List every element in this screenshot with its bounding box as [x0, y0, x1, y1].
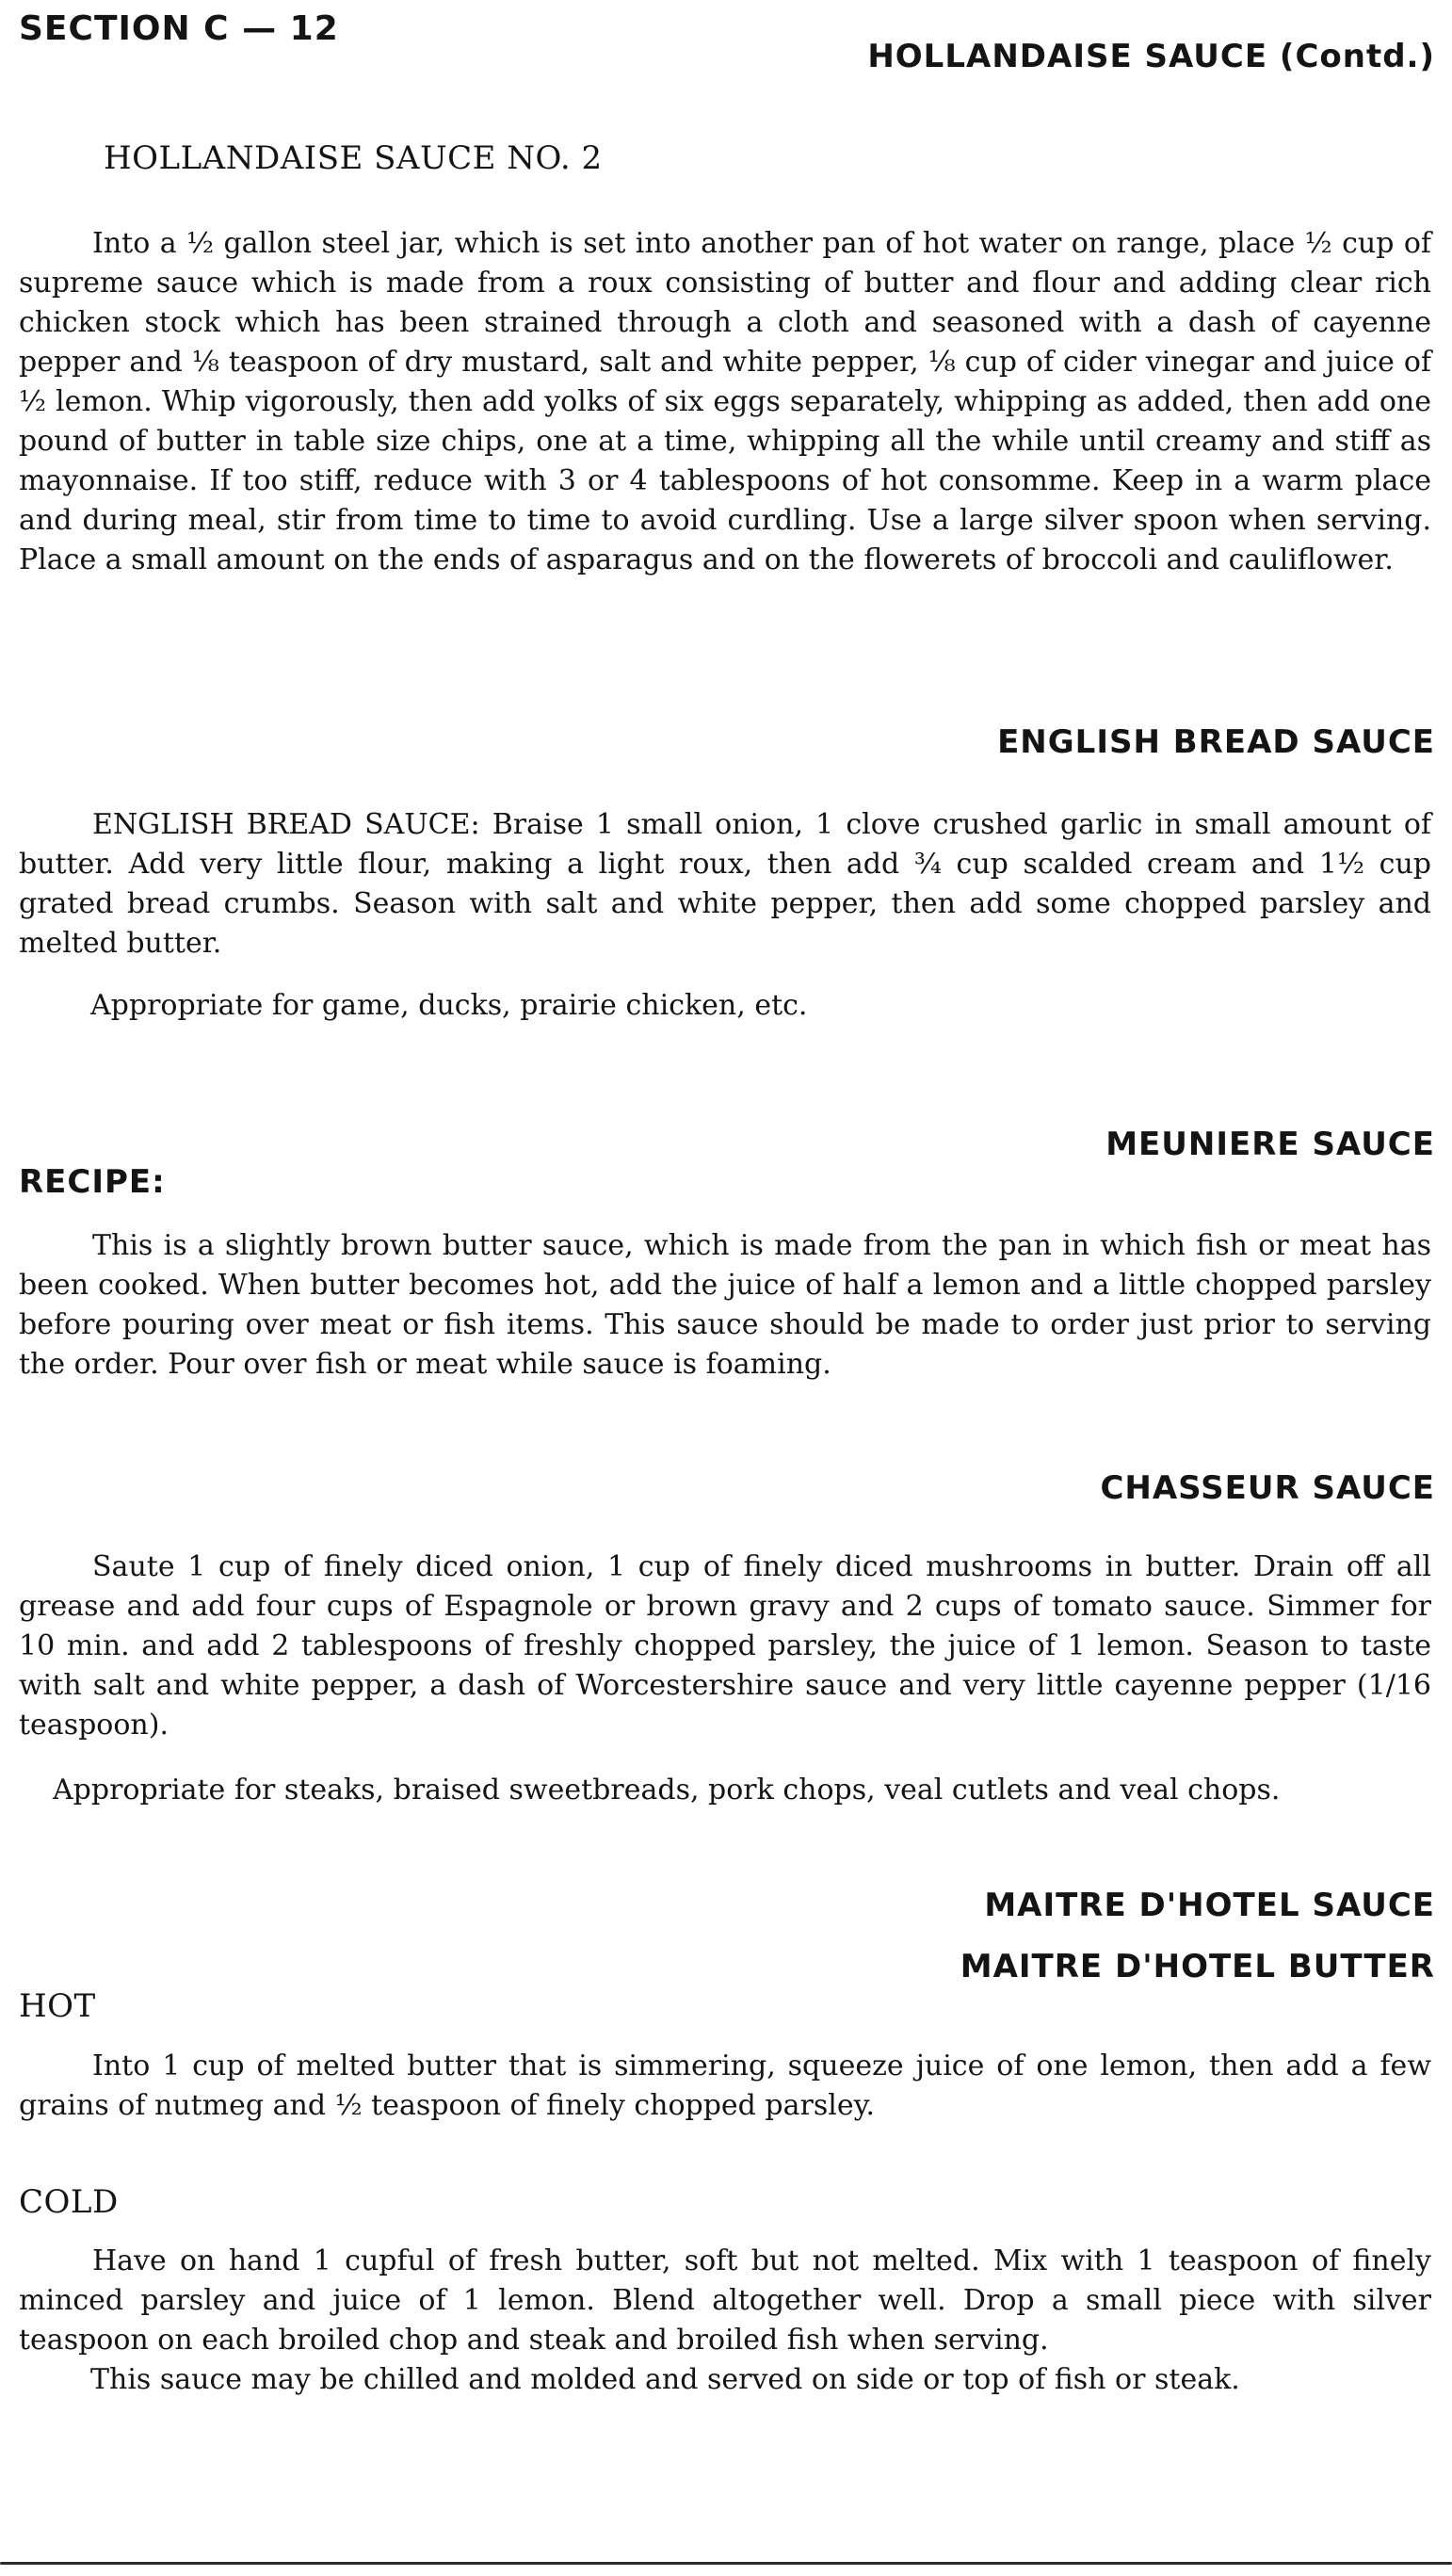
running-title: HOLLANDAISE SAUCE (Contd.): [867, 38, 1435, 75]
cold-body: Have on hand 1 cupful of fresh butter, soft but not melted. Mix with 1 teaspoon of finely minced parsley and juice of 1 lemon. Blend altogether well. Drop a small piece with silver teaspoon on each broiled chop and steak and broiled fish when serving.: [19, 2244, 1431, 2357]
section-label: SECTION C — 12: [19, 9, 339, 48]
english-bread-sauce-body: ENGLISH BREAD SAUCE: Braise 1 small onion, 1 clove crushed garlic in small amount of butter. Add very little flour, making a light roux, then add ¾ cup scalded cream and 1½ cup grated bread crumbs. Season with salt and white pepper, then add some chopped parsley and melted butter.: [19, 808, 1431, 960]
hot-label: HOT: [19, 1987, 96, 2025]
maitre-dhotel-butter-heading: MAITRE D'HOTEL BUTTER: [960, 1948, 1435, 1985]
recipe-label: RECIPE:: [19, 1163, 166, 1201]
cold-note: This sauce may be chilled and molded and served on side or top of fish or steak.: [90, 2363, 1240, 2396]
maitre-dhotel-sauce-heading: MAITRE D'HOTEL SAUCE: [984, 1887, 1435, 1924]
hollandaise-no2-title: HOLLANDAISE SAUCE NO. 2: [104, 139, 603, 177]
meuniere-sauce-body: This is a slightly brown butter sauce, which is made from the pan in which fish or meat has been cooked. When butter becomes hot, add the juice of half a lemon and a little chopped parsley before pouring over meat or fish items. This sauce should be made to order just prior to serving the order. Pour over fish or meat while sauce is foaming.: [19, 1229, 1431, 1381]
chasseur-sauce-heading: CHASSEUR SAUCE: [1100, 1469, 1435, 1507]
bottom-rule: [0, 2562, 1452, 2565]
chasseur-sauce-note: Appropriate for steaks, braised sweetbreads, pork chops, veal cutlets and veal chops.: [53, 1774, 1281, 1806]
hot-body: Into 1 cup of melted butter that is simmering, squeeze juice of one lemon, then add a few grains of nutmeg and ½ teaspoon of finely chopped parsley.: [19, 2049, 1431, 2122]
cold-label: COLD: [19, 2183, 119, 2221]
chasseur-sauce-body: Saute 1 cup of finely diced onion, 1 cup of finely diced mushrooms in butter. Drain off all grease and add four cups of Espagnole or brown gravy and 2 cups of tomato sauce. Simmer for 10 min. and add 2 tablespoons of freshly chopped parsley, the juice of 1 lemon. Season to taste with salt and white pepper, a dash of Worcestershire sauce and very little cayenne pepper (1/16 teaspoon).: [19, 1550, 1431, 1742]
english-bread-sauce-heading: ENGLISH BREAD SAUCE: [997, 723, 1435, 761]
meuniere-sauce-heading: MEUNIERE SAUCE: [1105, 1126, 1435, 1163]
english-bread-sauce-note: Appropriate for game, ducks, prairie chicken, etc.: [90, 989, 808, 1022]
hollandaise-no2-body: Into a ½ gallon steel jar, which is set into another pan of hot water on range, place ½ cup of supreme sauce which is made from a roux consisting of butter and flour and adding clear rich chicken stock which has been strained through a cloth and seasoned with a dash of cayenne pepper and ⅛ teaspoon of dry mustard, salt and white pepper, ⅛ cup of cider vinegar and juice of ½ lemon. Whip vigorously, then add yolks of six eggs separately, whipping as added, then add one pound of butter in table size chips, one at a time, whipping all the while until creamy and stiff as mayonnaise. If too stiff, reduce with 3 or 4 tablespoons of hot consomme. Keep in a warm place and during meal, stir from time to time to avoid curdling. Use a large silver spoon when serving. Place a small amount on the ends of asparagus and on the flowerets of broccoli and cauliflower.: [19, 227, 1431, 576]
